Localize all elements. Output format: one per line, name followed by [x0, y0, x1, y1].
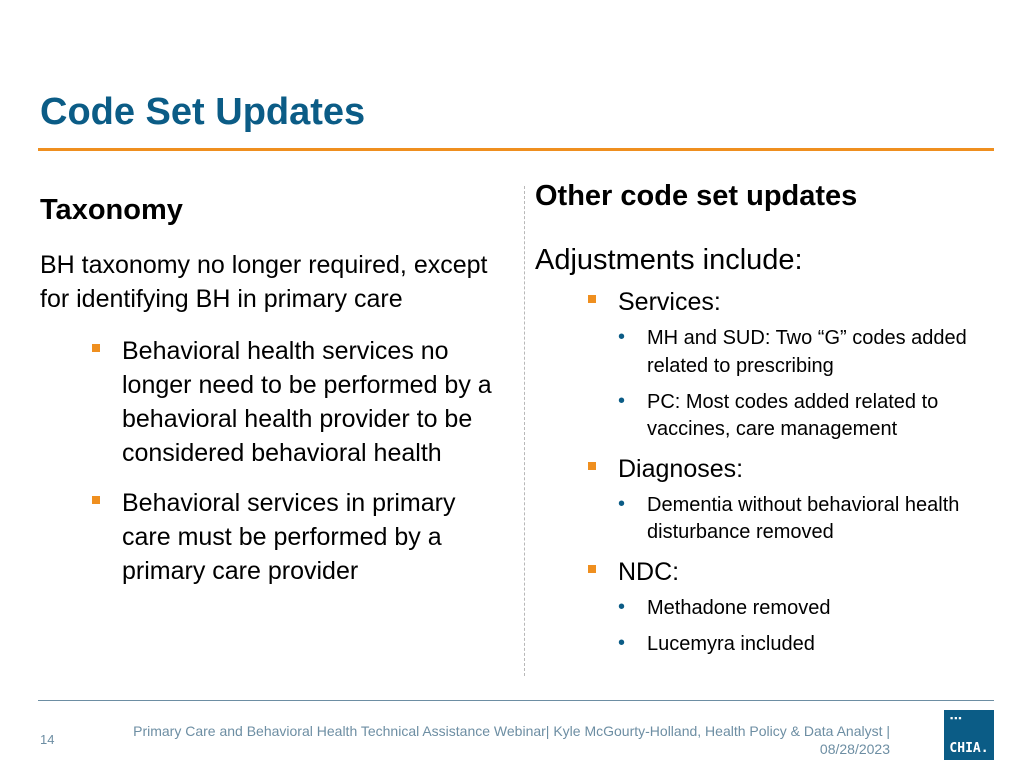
- left-bullet-text: Behavioral services in primary care must be performed by a primary care provider: [122, 488, 456, 585]
- sub-bullet-text: Dementia without behavioral health disturbance removed: [647, 493, 960, 544]
- sub-bullet-item: [618, 492, 1005, 547]
- left-column: [40, 192, 510, 604]
- square-bullet-icon: [588, 462, 596, 470]
- dot-bullet-icon: •: [618, 595, 626, 618]
- footer-divider: [38, 700, 994, 701]
- footer-line-presenter: Primary Care and Behavioral Health Technical Assistance Webinar| Kyle McGourty-Holland, Health Policy & Data Analyst |: [133, 723, 890, 739]
- category-label: Services:: [618, 288, 721, 317]
- right-intro-text: Adjustments include:: [535, 243, 803, 276]
- sub-bullet-text: Lucemyra included: [647, 632, 815, 655]
- sub-bullet-item: [618, 631, 1005, 659]
- sub-bullet-text: PC: Most codes added related to vaccines, care management: [647, 390, 939, 441]
- right-column: [535, 178, 1005, 666]
- footer-line-date: 08/28/2023: [819, 741, 890, 758]
- right-heading: Other code set updates: [535, 180, 858, 212]
- slide-title: Code Set Updates: [40, 91, 366, 133]
- sub-bullet-text: Methadone removed: [647, 596, 831, 619]
- square-bullet-icon: [92, 496, 100, 504]
- title-divider: [38, 148, 994, 151]
- square-bullet-icon: [588, 565, 596, 573]
- page-number: 14: [40, 732, 55, 747]
- square-bullet-icon: [92, 344, 100, 352]
- category-label: NDC:: [618, 557, 680, 586]
- logo-dots-icon: ▪▪▪: [950, 713, 963, 723]
- dot-bullet-icon: •: [618, 492, 626, 515]
- category-item-services: [535, 285, 1005, 443]
- left-bullet-item: [40, 486, 510, 588]
- left-bullet-list: [40, 334, 510, 588]
- left-bullet-item: [40, 334, 510, 470]
- chia-logo: [944, 710, 994, 760]
- square-bullet-icon: [588, 295, 596, 303]
- category-item-ndc: [535, 555, 1005, 658]
- dot-bullet-icon: •: [618, 389, 626, 412]
- category-list: [535, 285, 1005, 658]
- dot-bullet-icon: •: [618, 631, 626, 654]
- footer-text: [100, 722, 890, 758]
- dot-bullet-icon: •: [618, 326, 626, 349]
- sub-bullet-list: [618, 325, 1005, 443]
- sub-bullet-list: [618, 492, 1005, 547]
- sub-bullet-item: [618, 389, 1005, 444]
- category-item-diagnoses: [535, 452, 1005, 547]
- left-bullet-text: Behavioral health services no longer need to be performed by a behavioral health provider to be considered behavioral health: [122, 336, 492, 467]
- sub-bullet-list: [618, 595, 1005, 658]
- left-intro-text: BH taxonomy no longer required, except for identifying BH in primary care: [40, 250, 488, 313]
- sub-bullet-text: MH and SUD: Two “G” codes added related to prescribing: [647, 327, 967, 377]
- category-label: Diagnoses:: [618, 454, 744, 483]
- sub-bullet-item: [618, 595, 1005, 623]
- column-divider: [524, 186, 525, 676]
- left-heading: Taxonomy: [40, 194, 183, 226]
- sub-bullet-item: [618, 325, 1005, 380]
- logo-text: CHIA.: [949, 741, 989, 756]
